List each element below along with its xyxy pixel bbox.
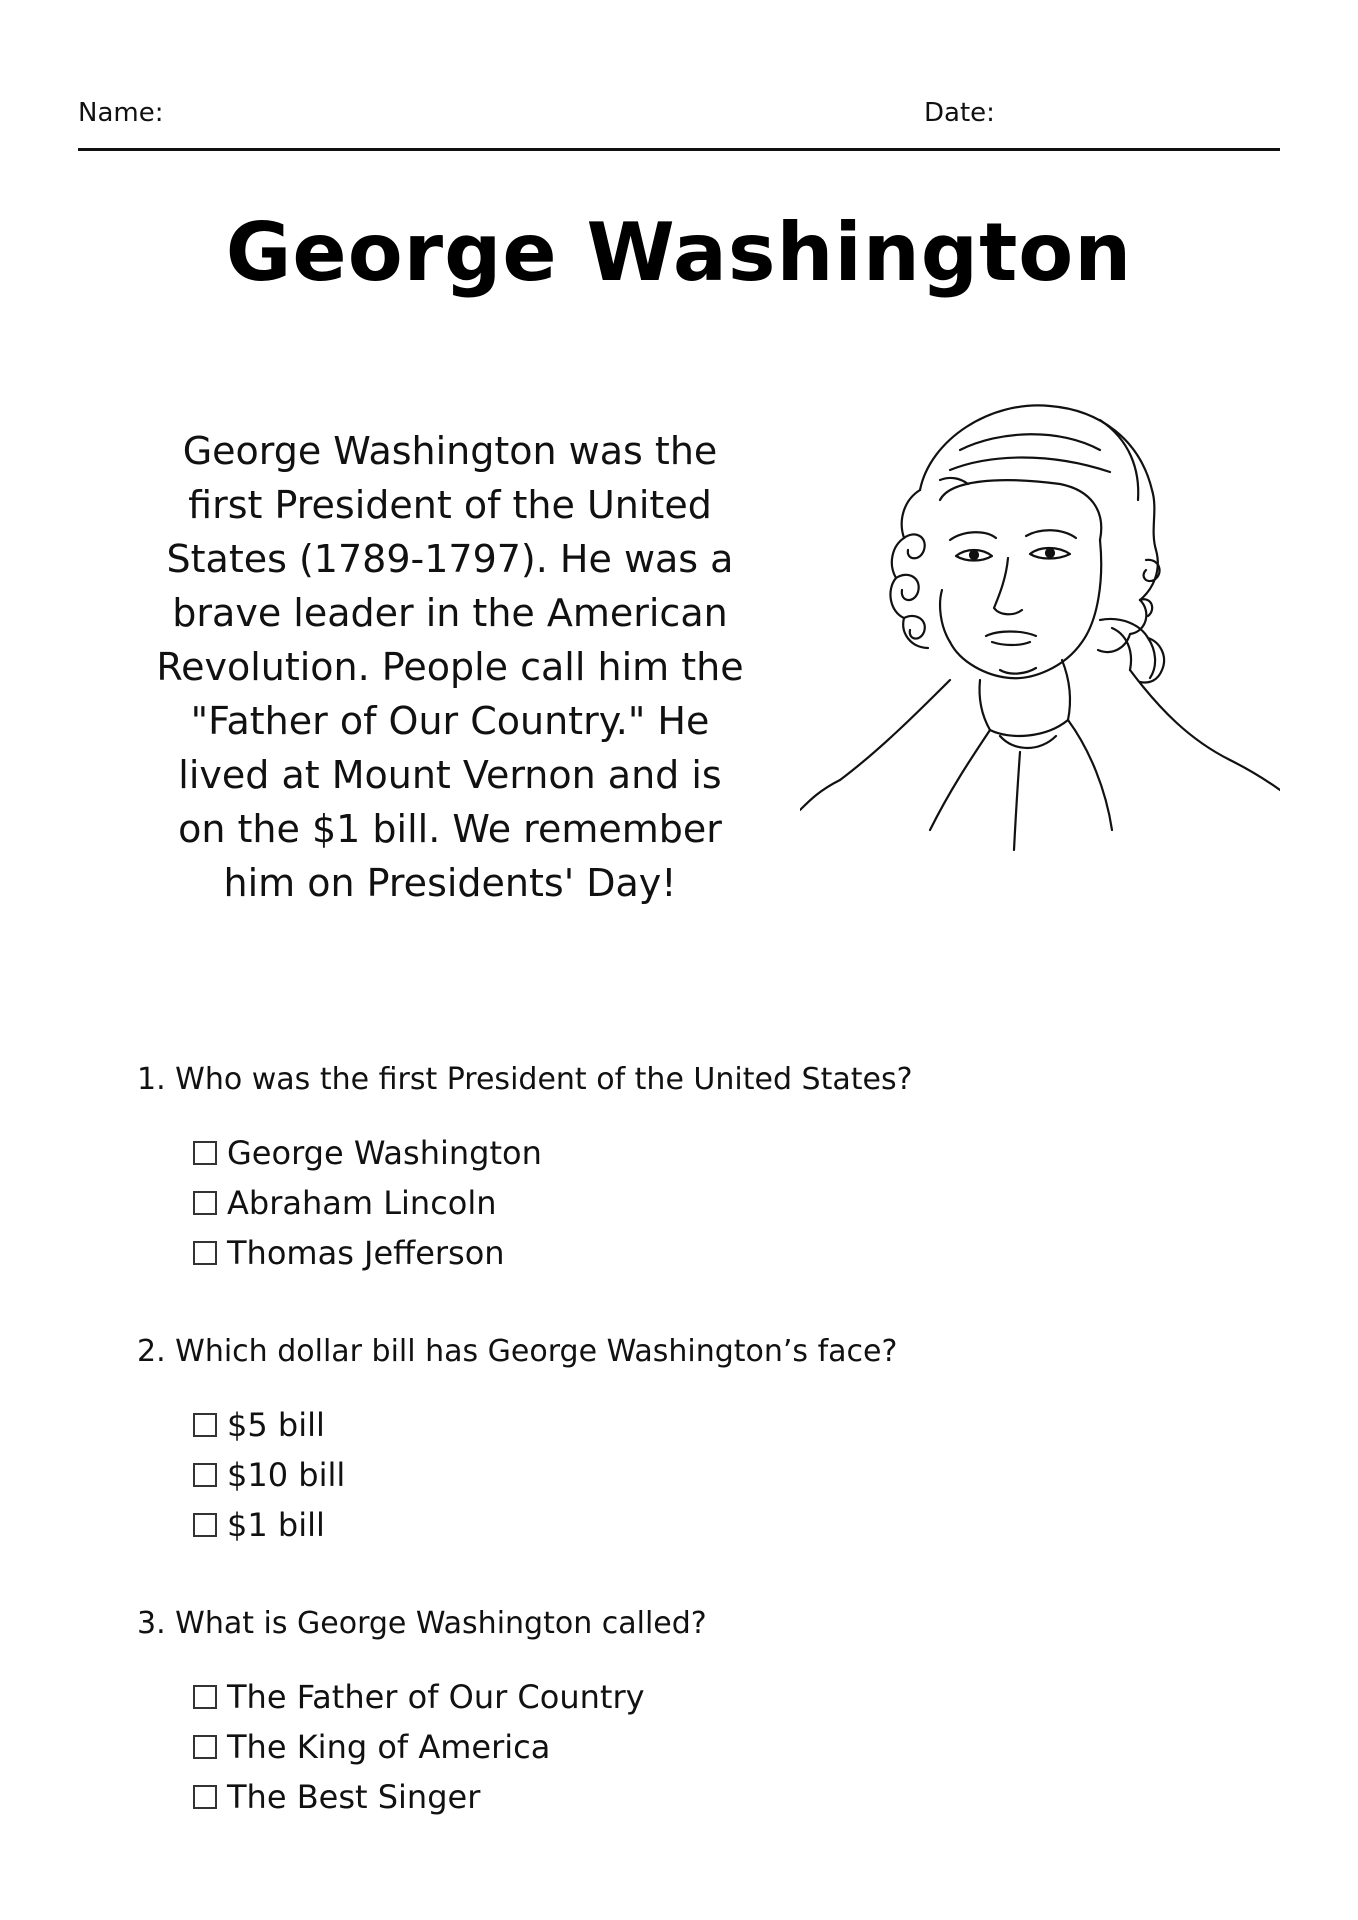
date-label: Date:	[924, 98, 995, 128]
intro-line: Revolution. People call him the	[156, 645, 744, 689]
option-label: $1 bill	[227, 1506, 325, 1544]
answer-option[interactable]	[193, 1450, 1237, 1500]
answer-option[interactable]	[193, 1772, 1237, 1822]
checkbox[interactable]	[193, 1735, 217, 1759]
intro-line: lived at Mount Vernon and is	[178, 753, 722, 797]
question-3	[137, 1604, 1237, 1822]
checkbox[interactable]	[193, 1191, 217, 1215]
answer-option[interactable]	[193, 1178, 1237, 1228]
answer-option[interactable]	[193, 1722, 1237, 1772]
checkbox[interactable]	[193, 1513, 217, 1537]
option-label: Abraham Lincoln	[227, 1184, 497, 1222]
question-1	[137, 1060, 1237, 1278]
page-title: George Washington	[225, 206, 1133, 299]
name-label: Name:	[78, 98, 164, 128]
intro-paragraph	[130, 424, 770, 910]
answer-option[interactable]	[193, 1228, 1237, 1278]
answer-option[interactable]	[193, 1672, 1237, 1722]
question-text: 2. Which dollar bill has George Washington’s face?	[137, 1334, 898, 1369]
option-label: The King of America	[227, 1728, 551, 1766]
answer-option[interactable]	[193, 1128, 1237, 1178]
intro-line: brave leader in the American	[172, 591, 728, 635]
checkbox[interactable]	[193, 1141, 217, 1165]
intro-line: States (1789-1797). He was a	[166, 537, 734, 581]
checkbox[interactable]	[193, 1785, 217, 1809]
option-label: The Best Singer	[227, 1778, 481, 1816]
option-label: Thomas Jefferson	[227, 1234, 505, 1272]
intro-line: on the $1 bill. We remember	[178, 807, 722, 851]
washington-portrait-icon	[800, 380, 1280, 860]
checkbox[interactable]	[193, 1413, 217, 1437]
option-label: George Washington	[227, 1134, 542, 1172]
option-label: $10 bill	[227, 1456, 346, 1494]
intro-line: him on Presidents' Day!	[223, 861, 677, 905]
answer-option[interactable]	[193, 1500, 1237, 1550]
intro-line: first President of the United	[188, 483, 712, 527]
checkbox[interactable]	[193, 1241, 217, 1265]
question-text: 1. Who was the first President of the United States?	[137, 1062, 913, 1097]
option-label: The Father of Our Country	[227, 1678, 645, 1716]
checkbox[interactable]	[193, 1685, 217, 1709]
intro-line: George Washington was the	[182, 429, 718, 473]
intro-line: "Father of Our Country." He	[190, 699, 710, 743]
answer-option[interactable]	[193, 1400, 1237, 1450]
checkbox[interactable]	[193, 1463, 217, 1487]
question-2	[137, 1332, 1237, 1550]
question-text: 3. What is George Washington called?	[137, 1606, 707, 1641]
header-row	[78, 96, 1280, 151]
option-label: $5 bill	[227, 1406, 325, 1444]
